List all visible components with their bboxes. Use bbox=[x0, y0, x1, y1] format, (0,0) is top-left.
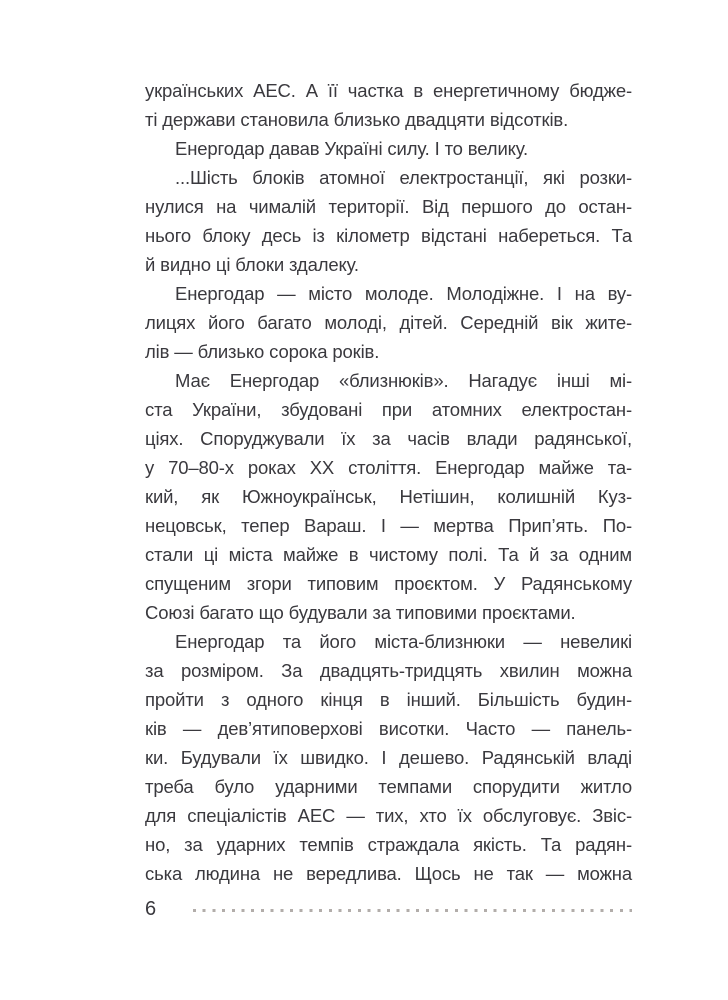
text-line: за розміром. За двадцять-тридцять хвилин можна bbox=[145, 660, 632, 681]
page-footer bbox=[145, 896, 632, 922]
text-line: спущеним згори типовим проєктом. У Радянському bbox=[145, 573, 632, 594]
text-line: Енергодар — місто молоде. Молодіжне. І на ву- bbox=[175, 283, 632, 304]
text-line: ків — дев’ятиповерхові висотки. Часто — панель- bbox=[145, 718, 632, 739]
text-line: кий, як Южноукраїнськ, Нетішин, колишній Куз- bbox=[145, 486, 632, 507]
text-line: Енергодар та його міста-близнюки — невеликі bbox=[175, 631, 632, 652]
page-number: 6 bbox=[145, 898, 157, 920]
text-line: стали ці міста майже в чистому полі. Та й за одним bbox=[145, 544, 632, 565]
text-line: пройти з одного кінця в інший. Більшість будин- bbox=[145, 689, 632, 710]
page-text-column bbox=[145, 76, 632, 888]
text-line: ки. Будували їх швидко. І дешево. Радянській владі bbox=[145, 747, 632, 768]
text-line: українських АЕС. А її частка в енергетичному бюдже- bbox=[145, 80, 632, 101]
text-line: лів — близько сорока років. bbox=[145, 341, 380, 362]
text-line: ...Шість блоків атомної електростанції, які розки- bbox=[175, 167, 632, 188]
text-line: ська людина не вередлива. Щось не так — можна bbox=[145, 863, 632, 884]
footer-dotted-line bbox=[193, 909, 632, 912]
text-line: для спеціалістів АЕС — тих, хто їх обслуговує. Звіс- bbox=[145, 805, 632, 826]
text-line: ті держави становила близько двадцяти відсотків. bbox=[145, 109, 569, 130]
text-line: Союзі багато що будували за типовими проєктами. bbox=[145, 602, 576, 623]
text-line: треба було ударними темпами спорудити житло bbox=[145, 776, 632, 797]
text-line: у 70–80-х роках ХХ століття. Енергодар майже та- bbox=[145, 457, 632, 478]
text-line: ста України, збудовані при атомних електростан- bbox=[145, 399, 632, 420]
text-line: но, за ударних темпів страждала якість. Та радян- bbox=[145, 834, 632, 855]
text-line: нулися на чималій території. Від першого до остан- bbox=[145, 196, 632, 217]
text-line: Енергодар давав Україні силу. І то велику. bbox=[175, 138, 529, 159]
text-line: лицях його багато молоді, дітей. Середній вік жите- bbox=[145, 312, 632, 333]
text-line: нього блоку десь із кілометр відстані набереться. Та bbox=[145, 225, 632, 246]
text-line: й видно ці блоки здалеку. bbox=[145, 254, 359, 275]
text-line: ціях. Споруджували їх за часів влади радянської, bbox=[145, 428, 632, 449]
text-line: Має Енергодар «близнюків». Нагадує інші мі- bbox=[175, 370, 632, 391]
text-line: нецовськ, тепер Вараш. І — мертва Прип’ять. По- bbox=[145, 515, 632, 536]
